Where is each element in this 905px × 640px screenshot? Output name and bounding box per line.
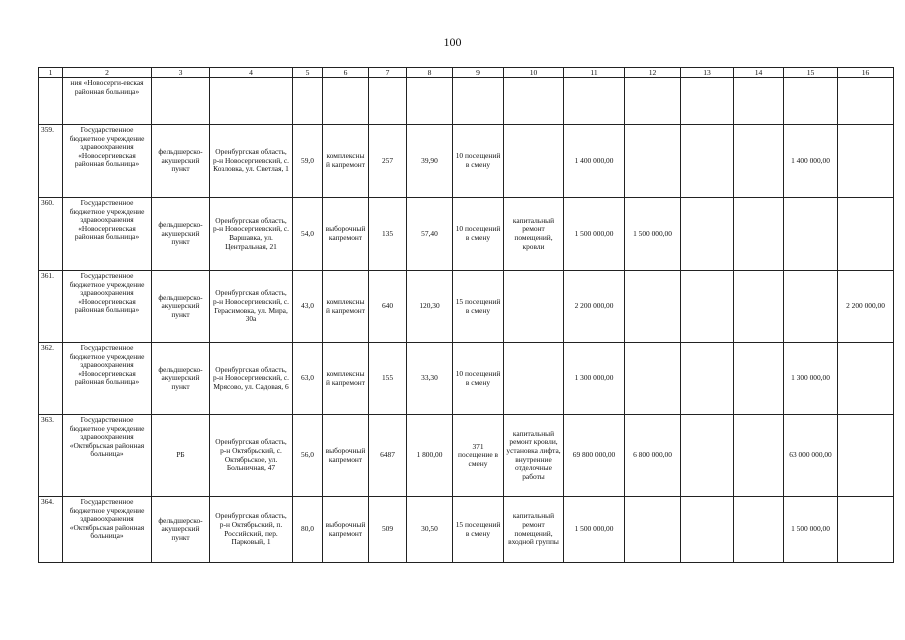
- capacity-cell: 10 посещений в смену: [453, 198, 504, 271]
- facility-type-cell: фельдшерско-акушерский пункт: [152, 125, 210, 198]
- table-row: [39, 343, 894, 415]
- col12-cost-cell: [625, 497, 681, 563]
- col8-cell: 33,30: [407, 343, 453, 415]
- work-type-cell: выборочный капремонт: [323, 497, 369, 563]
- col8-cell: 30,50: [407, 497, 453, 563]
- row-number-cell: [39, 78, 63, 125]
- column-number: 1: [39, 68, 63, 78]
- total-cost-cell: 1 400 000,00: [564, 125, 625, 198]
- works-description-cell: [504, 271, 564, 343]
- col13-cost-cell: [681, 125, 734, 198]
- column-number: 5: [293, 68, 323, 78]
- work-type-cell: выборочный капремонт: [323, 198, 369, 271]
- col7-cell: 135: [369, 198, 407, 271]
- organization-cell: Государственное бюджетное учреждение здравоохранения «Октябрьская районная больница»: [63, 415, 152, 497]
- row-number-cell: 361.: [39, 271, 63, 343]
- works-description-cell: капитальный ремонт кровли, установка лифта, внутренние отделочные работы: [504, 415, 564, 497]
- column-number: 7: [369, 68, 407, 78]
- page-number: 100: [443, 35, 462, 49]
- address-cell: Оренбургская область, р-н Новосергиевский, с. Козловка, ул. Светлая, 1: [210, 125, 293, 198]
- area-cell: 59,0: [293, 125, 323, 198]
- col14-cost-cell: [734, 198, 784, 271]
- column-number: 8: [407, 68, 453, 78]
- col14-cost-cell: [734, 125, 784, 198]
- table-row: [39, 497, 894, 563]
- column-number: 13: [681, 68, 734, 78]
- total-cost-cell: 2 200 000,00: [564, 271, 625, 343]
- column-number: 12: [625, 68, 681, 78]
- work-type-cell: комплексный капремонт: [323, 125, 369, 198]
- organization-cell: Государственное бюджетное учреждение здравоохранения «Октябрьская районная больница»: [63, 497, 152, 563]
- row-number-cell: 360.: [39, 198, 63, 271]
- col14-cost-cell: [734, 497, 784, 563]
- column-number: 14: [734, 68, 784, 78]
- col13-cost-cell: [681, 497, 734, 563]
- work-type-cell: выборочный капремонт: [323, 415, 369, 497]
- capacity-cell: 371 посещение в смену: [453, 415, 504, 497]
- col13-cost-cell: [681, 198, 734, 271]
- row-number-cell: 362.: [39, 343, 63, 415]
- facility-type-cell: фельдшерско-акушерский пункт: [152, 497, 210, 563]
- col8-cell: 1 800,00: [407, 415, 453, 497]
- col15-cost-cell: [784, 271, 838, 343]
- col14-cost-cell: [734, 271, 784, 343]
- capacity-cell: 15 посещений в смену: [453, 271, 504, 343]
- works-description-cell: капитальный ремонт помещений, кровли: [504, 198, 564, 271]
- col13-cost-cell: [681, 415, 734, 497]
- table-row: [39, 271, 894, 343]
- col12-cost-cell: [625, 125, 681, 198]
- table-row: [39, 198, 894, 271]
- col14-cost-cell: [734, 415, 784, 497]
- column-number: 4: [210, 68, 293, 78]
- col15-cost-cell: 63 000 000,00: [784, 415, 838, 497]
- address-cell: Оренбургская область, р-н Новосергиевский, с. Мрясово, ул. Садовая, 6: [210, 343, 293, 415]
- column-number: 11: [564, 68, 625, 78]
- col12-cost-cell: [625, 271, 681, 343]
- col7-cell: 509: [369, 497, 407, 563]
- col12-cost-cell: 6 800 000,00: [625, 415, 681, 497]
- col8-cell: 57,40: [407, 198, 453, 271]
- column-number-row: [39, 68, 894, 78]
- column-number: 2: [63, 68, 152, 78]
- column-number: 6: [323, 68, 369, 78]
- column-number: 3: [152, 68, 210, 78]
- col16-cost-cell: [838, 343, 894, 415]
- facility-type-cell: РБ: [152, 415, 210, 497]
- address-cell: Оренбургская область, р-н Новосергиевский, с. Варшавка, ул. Центральная, 21: [210, 198, 293, 271]
- repair-program-table: [38, 67, 894, 563]
- address-cell: Оренбургская область, р-н Новосергиевский, с. Герасимовка, ул. Мира, 30а: [210, 271, 293, 343]
- col16-cost-cell: 2 200 000,00: [838, 271, 894, 343]
- facility-type-cell: фельдшерско-акушерский пункт: [152, 271, 210, 343]
- organization-cell: Государственное бюджетное учреждение здравоохранения «Новосергиевская районная больница»: [63, 343, 152, 415]
- area-cell: 56,0: [293, 415, 323, 497]
- row-number-cell: 359.: [39, 125, 63, 198]
- total-cost-cell: 1 500 000,00: [564, 198, 625, 271]
- col15-cost-cell: 1 500 000,00: [784, 497, 838, 563]
- row-number-cell: 363.: [39, 415, 63, 497]
- table-row: [39, 125, 894, 198]
- col7-cell: 640: [369, 271, 407, 343]
- column-number: 15: [784, 68, 838, 78]
- col8-cell: 120,30: [407, 271, 453, 343]
- col15-cost-cell: 1 400 000,00: [784, 125, 838, 198]
- total-cost-cell: 1 300 000,00: [564, 343, 625, 415]
- address-cell: Оренбургская область, р-н Октябрьский, с. Октябрьское, ул. Больничная, 47: [210, 415, 293, 497]
- area-cell: 54,0: [293, 198, 323, 271]
- works-description-cell: [504, 125, 564, 198]
- works-description-cell: [504, 343, 564, 415]
- col15-cost-cell: 1 300 000,00: [784, 343, 838, 415]
- col16-cost-cell: [838, 198, 894, 271]
- capacity-cell: 15 посещений в смену: [453, 497, 504, 563]
- column-number: 10: [504, 68, 564, 78]
- column-number: 16: [838, 68, 894, 78]
- col7-cell: 6487: [369, 415, 407, 497]
- area-cell: 43,0: [293, 271, 323, 343]
- works-description-cell: капитальный ремонт помещений, входной группы: [504, 497, 564, 563]
- col14-cost-cell: [734, 343, 784, 415]
- work-type-cell: комплексный капремонт: [323, 271, 369, 343]
- table-row: [39, 415, 894, 497]
- continuation-row: [39, 78, 894, 125]
- col7-cell: 155: [369, 343, 407, 415]
- capacity-cell: 10 посещений в смену: [453, 125, 504, 198]
- facility-type-cell: фельдшерско-акушерский пункт: [152, 198, 210, 271]
- total-cost-cell: 69 800 000,00: [564, 415, 625, 497]
- area-cell: 80,0: [293, 497, 323, 563]
- facility-type-cell: фельдшерско-акушерский пункт: [152, 343, 210, 415]
- col13-cost-cell: [681, 271, 734, 343]
- col12-cost-cell: 1 500 000,00: [625, 198, 681, 271]
- organization-cell: Государственное бюджетное учреждение здравоохранения «Новосергиевская районная больница»: [63, 271, 152, 343]
- total-cost-cell: 1 500 000,00: [564, 497, 625, 563]
- organization-cell: ния «Новосерги-евская районная больница»: [63, 78, 152, 125]
- row-number-cell: 364.: [39, 497, 63, 563]
- col15-cost-cell: [784, 198, 838, 271]
- area-cell: 63,0: [293, 343, 323, 415]
- work-type-cell: комплексный капремонт: [323, 343, 369, 415]
- col13-cost-cell: [681, 343, 734, 415]
- col16-cost-cell: [838, 497, 894, 563]
- column-number: 9: [453, 68, 504, 78]
- address-cell: Оренбургская область, р-н Октябрьский, п. Российский, пер. Парковый, 1: [210, 497, 293, 563]
- col16-cost-cell: [838, 125, 894, 198]
- capacity-cell: 10 посещений в смену: [453, 343, 504, 415]
- organization-cell: Государственное бюджетное учреждение здравоохранения «Новосергиевская районная больница»: [63, 125, 152, 198]
- col7-cell: 257: [369, 125, 407, 198]
- col12-cost-cell: [625, 343, 681, 415]
- organization-cell: Государственное бюджетное учреждение здравоохранения «Новосергиевская районная больница»: [63, 198, 152, 271]
- col16-cost-cell: [838, 415, 894, 497]
- col8-cell: 39,90: [407, 125, 453, 198]
